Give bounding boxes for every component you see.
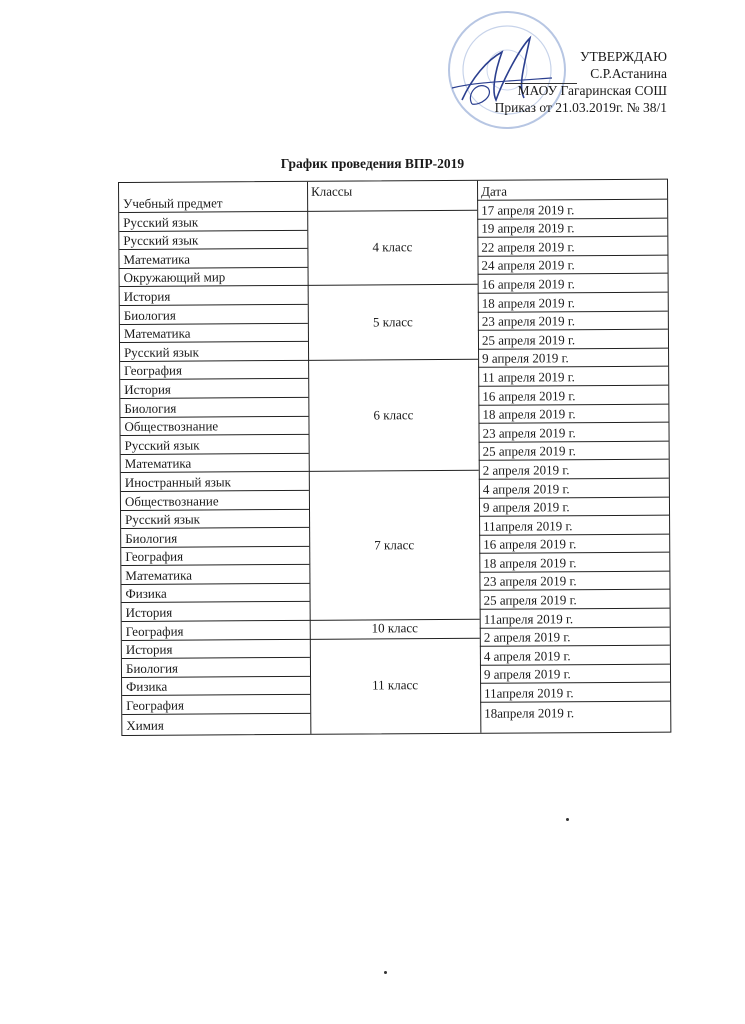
date-cell: 25 апреля 2019 г. [480, 590, 670, 610]
date-cell: 18 апреля 2019 г. [479, 553, 669, 573]
subject-cell: История [122, 639, 310, 659]
subject-cell: География [122, 695, 310, 715]
subject-cell: География [120, 361, 308, 381]
class-cell: 7 класс [309, 471, 480, 621]
subject-cell: География [122, 621, 310, 641]
date-cell: 22 апреля 2019 г. [477, 237, 667, 257]
date-cell: 24 апреля 2019 г. [477, 255, 667, 275]
subject-cell: Математика [120, 323, 308, 343]
class-cell: 4 класс [307, 211, 477, 286]
subject-cell: Русский язык [121, 509, 309, 529]
date-cell: 2 апреля 2019 г. [480, 627, 670, 647]
schedule-table [118, 179, 671, 736]
date-cell: 23 апреля 2019 г. [478, 423, 668, 443]
class-cell: 10 класс [310, 620, 480, 640]
scan-speck [384, 971, 387, 974]
date-cell: 25 апреля 2019 г. [478, 330, 668, 350]
date-cell: 4 апреля 2019 г. [480, 646, 670, 666]
date-cell: 11апреля 2019 г. [479, 516, 669, 536]
subject-cell: История [122, 602, 310, 622]
school-name: МАОУ Гагаринская СОШ [517, 83, 667, 98]
class-cell: 6 класс [308, 360, 479, 473]
subject-cell: История [120, 379, 308, 399]
date-cell: 11 апреля 2019 г. [478, 367, 668, 387]
subject-cell: Окружающий мир [120, 268, 308, 288]
subject-cell: Химия [126, 717, 164, 733]
date-cell: 17 апреля 2019 г. [477, 200, 667, 220]
date-cell: 18апреля 2019 г. [484, 704, 575, 721]
order-reference: Приказ от 21.03.2019г. № 38/1 [494, 100, 667, 115]
date-cell: 9 апреля 2019 г. [478, 348, 668, 368]
subject-cell: Математика [121, 454, 309, 474]
header-class: Классы [307, 181, 477, 212]
subject-cell: Русский язык [119, 230, 307, 250]
subject-cell: Математика [121, 565, 309, 585]
subject-cell: Биология [122, 658, 310, 678]
date-cell: 16 апреля 2019 г. [479, 534, 669, 554]
class-cell: 11 класс [372, 676, 419, 693]
class-cell: 5 класс [308, 285, 478, 360]
subject-column [119, 182, 311, 735]
subject-cell: Обществознание [121, 491, 309, 511]
scan-speck [566, 818, 569, 821]
date-cell: 2 апреля 2019 г. [479, 460, 669, 480]
subject-cell: География [121, 547, 309, 567]
header-date: Дата [477, 180, 667, 201]
page-title: График проведения ВПР-2019 [280, 156, 465, 171]
date-cell: 9 апреля 2019 г. [480, 664, 670, 684]
date-cell: 11апреля 2019 г. [480, 609, 670, 629]
subject-cell: Физика [121, 584, 309, 604]
subject-cell: Обществознание [120, 416, 308, 436]
subject-cell: Русский язык [121, 435, 309, 455]
approval-block [495, 48, 667, 116]
subject-cell: Биология [120, 398, 308, 418]
subject-cell: Русский язык [120, 342, 308, 362]
date-cell: 9 апреля 2019 г. [479, 497, 669, 517]
class-column [307, 181, 481, 734]
subject-cell: Биология [120, 305, 308, 325]
date-cell: 4 апреля 2019 г. [479, 479, 669, 499]
subject-cell: Русский язык [119, 212, 307, 232]
date-cell: 16 апреля 2019 г. [478, 274, 668, 294]
date-column [477, 180, 670, 733]
subject-cell: Физика [122, 677, 310, 697]
header-subject: Учебный предмет [119, 182, 307, 213]
date-cell: 11апреля 2019 г. [480, 683, 670, 703]
date-cell: 18 апреля 2019 г. [478, 293, 668, 313]
approval-heading: УТВЕРЖДАЮ [579, 49, 667, 64]
date-cell: 18 апреля 2019 г. [478, 404, 668, 424]
subject-cell: История [120, 286, 308, 306]
date-cell: 16 апреля 2019 г. [478, 386, 668, 406]
date-cell: 25 апреля 2019 г. [479, 441, 669, 461]
approver-name: С.Р.Астанина [590, 66, 667, 81]
subject-cell: Биология [121, 528, 309, 548]
date-cell: 23 апреля 2019 г. [478, 311, 668, 331]
date-cell: 23 апреля 2019 г. [479, 572, 669, 592]
subject-cell: Математика [119, 249, 307, 269]
subject-cell: Иностранный язык [121, 472, 309, 492]
date-cell: 19 апреля 2019 г. [477, 218, 667, 238]
